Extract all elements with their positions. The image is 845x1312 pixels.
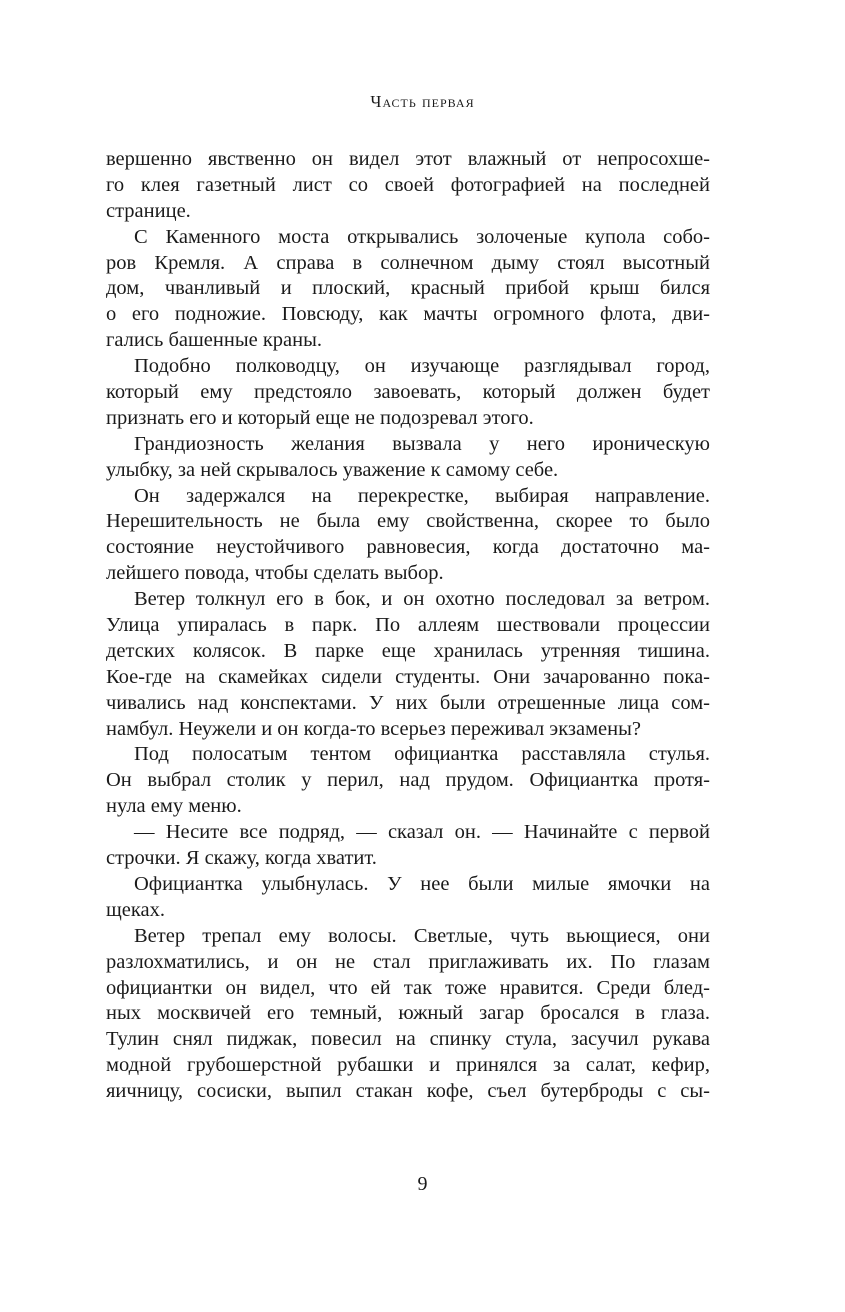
text-line: вершенно явственно он видел этот влажный от непросохше- [106,148,710,170]
text-line: официантки он видел, что ей так тоже нравится. Среди блед- [106,976,710,999]
text-line: Ветер трепал ему волосы. Светлые, чуть вьющиеся, они [134,924,710,947]
text-line: Нерешительность не была ему свойственна, скорее то было [106,510,710,533]
paragraph [106,924,710,1105]
page-number: 9 [417,1173,428,1195]
paragraph [106,147,710,225]
text-line: Кое-где на скамейках сидели студенты. Они зачарованно пока- [106,665,710,688]
text-line: модной грубошерстной рубашки и принялся за салат, кефир, [106,1054,710,1077]
text-line: яичницу, сосиски, выпил стакан кофе, съел бутерброды с сы- [106,1080,710,1103]
text-line: странице. [106,199,191,222]
paragraph [106,354,710,432]
text-line: Официантка улыбнулась. У нее были милые ямочки на [134,872,710,895]
text-line: Он выбрал столик у перил, над прудом. Официантка протя- [106,769,710,792]
text-line: лейшего повода, чтобы сделать выбор. [106,562,444,585]
text-line: признать его и который еще не подозревал этого. [106,406,534,429]
paragraph [106,872,710,924]
paragraph [106,484,710,588]
text-line: щеках. [106,898,166,921]
text-line: Ветер толкнул его в бок, и он охотно последовал за ветром. [134,588,710,611]
paragraph [106,742,710,820]
text-line: который ему предстояло завоевать, который должен будет [106,381,710,404]
paragraph [106,587,710,742]
text-line: о его подножие. Повсюду, как мачты огромного флота, дви- [106,303,710,326]
text-line: разлохматились, и он не стал приглаживать их. По глазам [106,950,710,973]
text-line: — Несите все подряд, — сказал он. — Начинайте с первой [134,821,710,844]
text-line: Улица упиралась в парк. По аллеям шествовали процессии [106,614,710,637]
text-line: С Каменного моста открывались золоченые купола собо- [134,225,710,248]
text-line: улыбку, за ней скрывалось уважение к самому себе. [106,458,559,481]
running-head: Часть первая [370,92,475,111]
text-line: Грандиозность желания вызвала у него ироническую [134,432,710,455]
text-line: го клея газетный лист со своей фотографией на последней [106,173,710,196]
text-line: детских колясок. В парке еще хранилась утренняя тишина. [106,639,710,662]
text-line: чивались над конспектами. У них были отрешенные лица сом- [106,691,710,714]
paragraph [106,225,710,354]
text-line: Тулин снял пиджак, повесил на спинку стула, засучил рукава [106,1028,710,1051]
text-line: Под полосатым тентом официантка расставляла стулья. [134,743,710,766]
paragraph [106,820,710,872]
text-line: гались башенные краны. [106,329,322,352]
text-line: строчки. Я скажу, когда хватит. [106,847,377,870]
text-line: ров Кремля. А справа в солнечном дыму стоял высотный [106,251,710,274]
body-text [106,147,710,1105]
paragraph [106,432,710,484]
text-line: Он задержался на перекрестке, выбирая направление. [134,484,710,507]
text-line: состояние неустойчивого равновесия, когда достаточно ма- [106,536,710,559]
text-line: нула ему меню. [106,795,242,818]
text-line: Подобно полководцу, он изучающе разглядывал город, [134,355,710,378]
text-line: дом, чванливый и плоский, красный прибой крыш бился [106,277,710,300]
text-line: ных москвичей его темный, южный загар бросался в глаза. [106,1002,710,1025]
text-line: намбул. Неужели и он когда-то всерьез переживал экзамены? [106,717,642,740]
